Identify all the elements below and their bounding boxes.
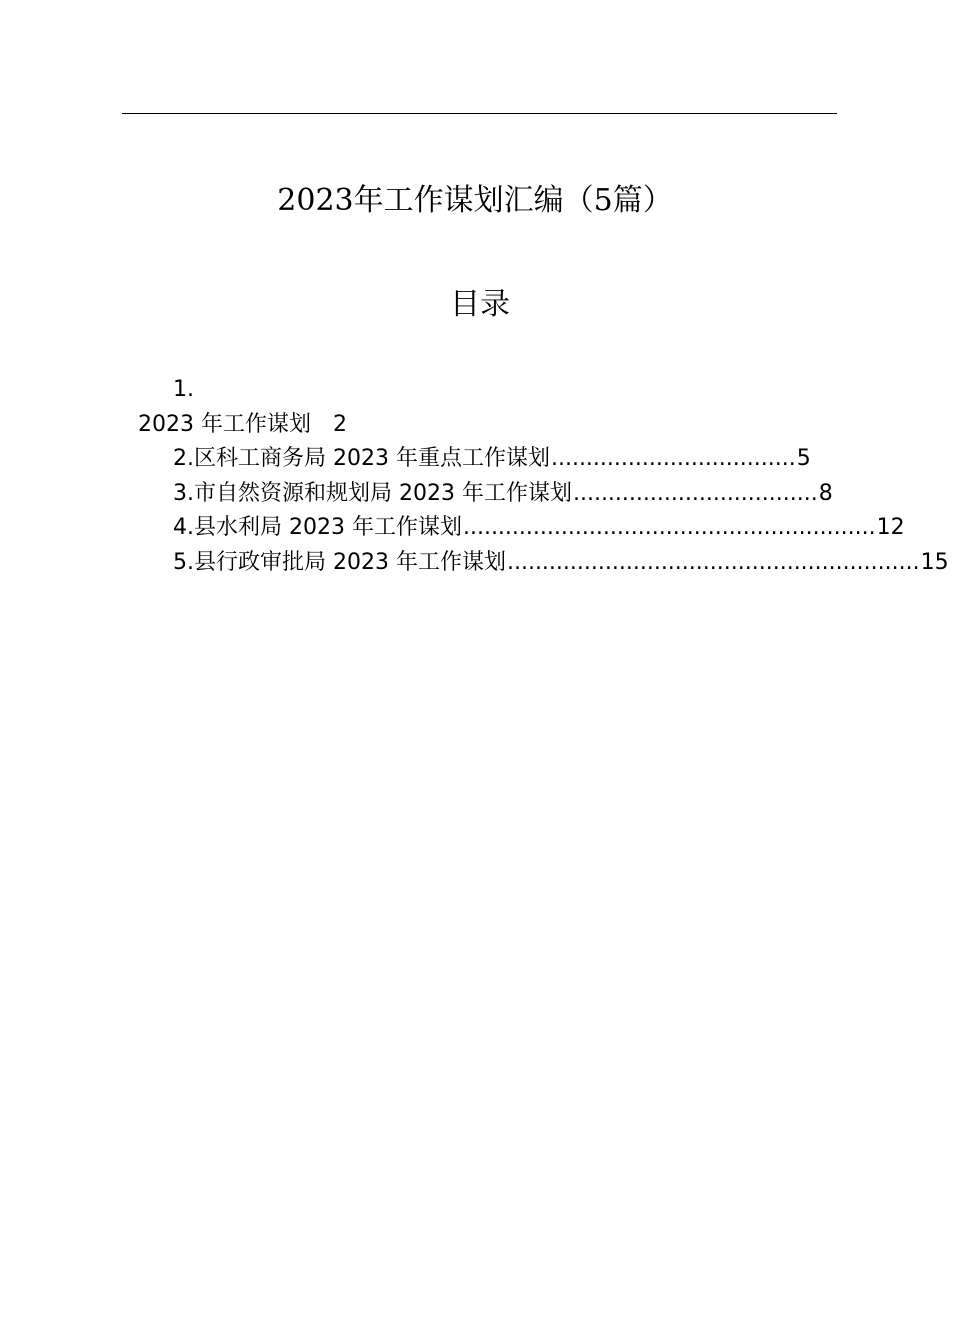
toc-entry-1-number[interactable]: 1. (173, 377, 194, 402)
toc-leader-dots: ................................... (550, 446, 796, 471)
title-end: 篇） (612, 183, 673, 218)
toc-page-number: 8 (818, 481, 833, 506)
table-of-contents (0, 0, 950, 600)
toc-entry-4[interactable] (173, 511, 905, 545)
toc-leader-dots: ........................................................... (506, 550, 920, 575)
toc-page-number: 12 (876, 515, 905, 540)
title-text: 年工作谋划汇编（ (353, 183, 594, 218)
toc-entry-1[interactable] (138, 408, 347, 442)
toc-entry-title: 3.市自然资源和规划局 2023 年工作谋划 (173, 481, 572, 506)
toc-entry-1-page: 2 (332, 412, 347, 437)
title-year: 2023 (277, 183, 354, 218)
toc-entry-1-title: 2023 年工作谋划 (138, 412, 311, 437)
toc-entry-title: 2.区科工商务局 2023 年重点工作谋划 (173, 446, 550, 471)
toc-entry-title: 5.县行政审批局 2023 年工作谋划 (173, 550, 506, 575)
toc-entry-5[interactable] (173, 546, 949, 580)
toc-entry-3[interactable] (173, 477, 833, 511)
toc-entry-2[interactable] (173, 442, 811, 476)
toc-page-number: 5 (796, 446, 811, 471)
toc-leader-dots: ................................... (572, 481, 818, 506)
toc-page-number: 15 (920, 550, 949, 575)
toc-heading: 目录 (450, 287, 510, 322)
toc-leader-dots: ........................................................... (462, 515, 876, 540)
title-count: 5 (593, 183, 613, 218)
toc-entry-title: 4.县水利局 2023 年工作谋划 (173, 515, 462, 540)
